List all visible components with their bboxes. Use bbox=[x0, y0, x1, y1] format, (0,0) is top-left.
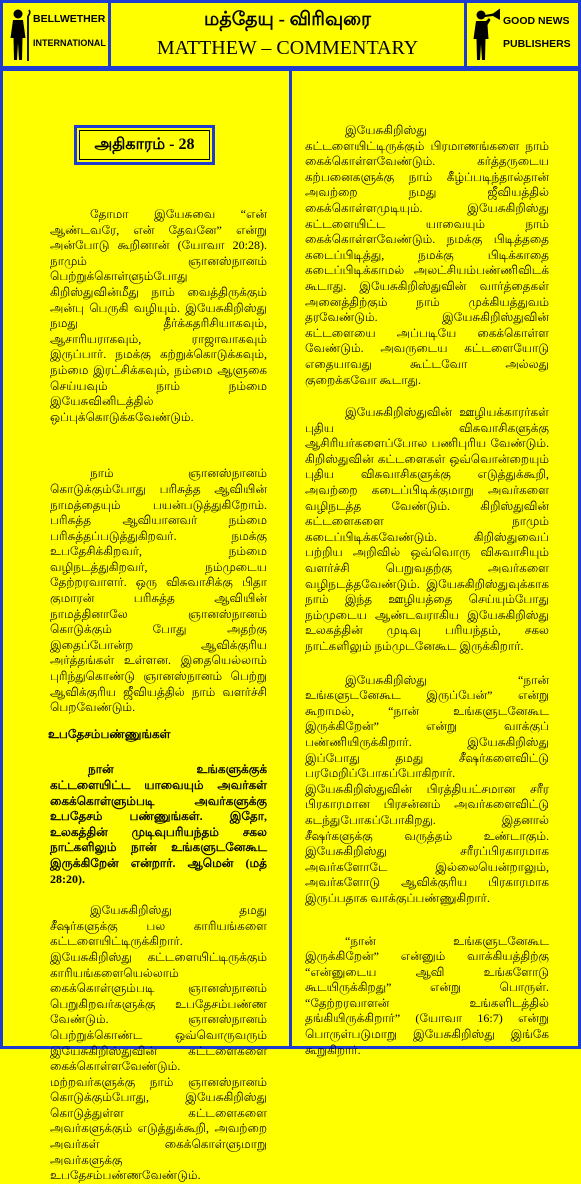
paragraph: இயேசுகிறிஸ்து தமது சீஷர்களுக்கு பல காரியங்களை கட்டளையிட்டிருக்கிறார். இயேசுகிறிஸ்து கட்டளையிட்டிருக்கும் காரியங்களையெல்லாம் கைக்கொள்ளும்படி ஞானஸ்நானம் பெறுகிறவர்களுக்கு உபதேசம்பண்ண வேண்டும். ஞானஸ்நானம் பெற்றுக்கொண்ட ஒவ்வொருவரும் இயேசுகிறிஸ்துவின் கட்டளைகளை கைக்கொள்ளவேண்டும். மற்றவர்களுக்கு நாம் ஞானஸ்நானம் கொடுக்கும்போது, இயேசுகிறிஸ்து கொடுத்துள்ள கட்டளைகளை அவர்களுக்கும் எடுத்துக்கூறி, அவற்றை அவர்கள் கைக்கொள்ளுமாறு அவர்களுக்கு உபதேசம்பண்ணவேண்டும். bbox=[50, 903, 267, 1183]
column-divider bbox=[289, 68, 292, 1049]
paragraph: இயேசுகிறிஸ்துவின் ஊழியக்காரர்கள் புதிய விசுவாசிகளுக்கு ஆசிரியர்களைப்போல பணிபுரிய வேண்டும். கிறிஸ்துவின் கட்டளைகள் ஒவ்வொன்றையும் புதிய விசுவாசிகளுக்கு எடுத்துக்கூறி, அவற்றை கடைப்பிடிக்குமாறு அவர்களை வழிநடத்த வேண்டும். கிறிஸ்துவின் கட்டளைகளை நாமும் கடைப்பிடிக்கவேண்டும். கிறிஸ்துவைப் பற்றிய அறிவில் ஒவ்வொரு விசுவாசியும் வளர்ச்சி பெறுவதற்கு அவர்களை வழிநடத்தவேண்டும். இயேசுகிறிஸ்துவுக்காக நாம் இந்த ஊழியத்தை செய்யும்போது நம்முடைய ஆண்டவராகிய இயேசுகிறிஸ்து உலகத்தின் முடிவு பரியந்தம், சகல நாட்களிலும் நம்முடனேகூட இருக்கிறார். bbox=[305, 405, 549, 653]
trumpeter-silhouette-icon bbox=[472, 7, 502, 63]
paragraph: இயேசுகிறிஸ்து கட்டளையிட்டிருக்கும் பிரமாணங்களை நாம் கைக்கொள்ளவேண்டும். கர்த்தருடைய கற்பனைகளுக்கு நாம் கீழ்ப்படிந்தால்தான் அவற்றை நமது ஜீவியத்தில் கைக்கொள்ளமுடியும். இயேசுகிறிஸ்து கட்டளையிட்ட யாவையும் நாம் கைக்கொள்ளவேண்டும். நமக்கு பிடித்ததை கடைப்பிடித்து, நமக்கு பிடிக்காதை கடைப்பிடிக்காமல் அலட்சியம்பண்ணிவிடக் கூடாது. இயேசுகிறிஸ்துவின் வார்த்தைகள் அனைத்திற்கும் நாம் முக்கியத்துவம் தரவேண்டும். இயேசுகிறிஸ்துவின் கட்டளையை அப்படியே கைக்கொள்ள வேண்டும். அவருடைய கட்டளையோடு எதையாவது கூட்டவோ அல்லது குறைக்கவோ கூடாது. bbox=[305, 123, 549, 387]
paragraph: தோமா இயேசுவை “என் ஆண்டவரே, என் தேவனே” என்று அன்போடு கூறினான் (யோவா 20:28). நாமும் ஞானஸ்நானம் பெற்றுக்கொள்ளும்போது கிறிஸ்துவின்மீது நாம் வைத்திருக்கும் அன்பு பெருகி வழியும். இயேசுகிறிஸ்து நமது தீர்க்கதரிசியாகவும், ஆசாரியராகவும், ராஜாவாகவும் இருப்பார். நமக்கு கற்றுக்கொடுக்கவும், நம்மை இரட்சிக்கவும், நம்மை ஆளுகை செய்யவும் நாம் நம்மை இயேசுவினிடத்தில் ஒப்புக்கொடுக்கவேண்டும். bbox=[50, 207, 267, 424]
right-column bbox=[305, 123, 549, 1057]
title-tamil: மத்தேயு - விரிவுரை bbox=[204, 9, 371, 30]
scripture-quote: நான் உங்களுக்குக் கட்டளையிட்ட யாவையும் அவர்கள் கைக்கொள்ளும்படி அவர்களுக்கு உபதேசம் பண்ணுங்கள். இதோ, உலகத்தின் முடிவுபரியந்தம் சகல நாட்களிலும் நான் உங்களுடனேகூட இருக்கிறேன் என்றார். ஆமென் (மத் 28:20). bbox=[50, 762, 267, 886]
good-news-logo bbox=[467, 3, 578, 66]
good-news-subtitle: PUBLISHERS bbox=[503, 38, 571, 50]
section-heading: உபதேசம்பண்ணுங்கள் bbox=[48, 726, 171, 741]
chapter-label: அதிகாரம் - 28 bbox=[79, 130, 210, 160]
title-english: MATTHEW – COMMENTARY bbox=[156, 37, 419, 59]
paragraph: நாம் ஞானஸ்நானம் கொடுக்கும்போது பரிசுத்த ஆவியின் நாமத்தையும் பயன்படுத்துகிறோம். பரிசுத்த ஆவியானவர் நம்மை பரிசுத்தப்படுத்துகிறவர். நமக்கு உபதேசிக்கிறவர், நம்மை வழிநடத்துகிறவர், நம்முடைய தேற்றரவாளர். ஒரு விசுவாசிக்கு பிதா குமாரன் பரிசுத்த ஆவியின் நாமத்தினாலே ஞானஸ்நானம் கொடுக்கும் போது அதற்கு இதைப்போன்ற ஆவிக்குரிய அர்த்தங்கள் உள்ளன. இதையெல்லாம் புரிந்துகொண்டு ஞானஸ்நானம் பெற்று ஆவிக்குரிய ஜீவியத்தில் நாம் வளர்ச்சி பெறவேண்டும். bbox=[50, 466, 267, 715]
good-news-name: GOOD NEWS bbox=[503, 15, 570, 27]
bellwether-logo bbox=[3, 3, 108, 66]
paragraph: “நான் உங்களுடனேகூட இருக்கிறேன்” என்னும் வாக்கியத்திற்கு “என்னுடைய ஆவி உங்களோடு கூடயிருக்கிறது” என்று பொருள். “தேற்றரவாளன் உங்களிடத்தில் தங்கியிருக்கிறார்” (யோவா 16:7) என்று பொருள்படுமாறு இயேசுகிறிஸ்து இங்கே கூறுகிறார். bbox=[305, 933, 549, 1057]
paragraph: இயேசுகிறிஸ்து “நான் உங்களுடனேகூட இருப்பேன்” என்று கூறாமல், “நான் உங்களுடனேகூட இருக்கிறேன்” என்று வாக்குப் பண்ணியிருக்கிறார். இயேசுகிறிஸ்து இப்போது தமது சீஷர்களைவிட்டு பரமேறிப்போகப்போகிறார். இயேசுகிறிஸ்துவின் பிரத்தியட்சமான சரீர பிரகாரமான பிரசன்னம் அவர்களைவிட்டு கடந்துபோகப்போகிறது. இதனால் சீஷர்களுக்கு வருத்தம் உண்டாகும். இயேசுகிறிஸ்து சரீரப்பிரகாரமாக அவர்களோடே இல்லையென்றாலும், அவர்களோடு ஆவிக்குரிய பிரகாரமாக இருப்பதாக வாக்குப்பண்ணுகிறார். bbox=[305, 672, 549, 905]
chapter-badge bbox=[74, 125, 215, 165]
shepherd-silhouette-icon bbox=[7, 7, 31, 63]
bellwether-subtitle: INTERNATIONAL bbox=[33, 38, 106, 48]
left-column bbox=[48, 125, 267, 1183]
bellwether-name: BELLWETHER bbox=[33, 13, 106, 25]
